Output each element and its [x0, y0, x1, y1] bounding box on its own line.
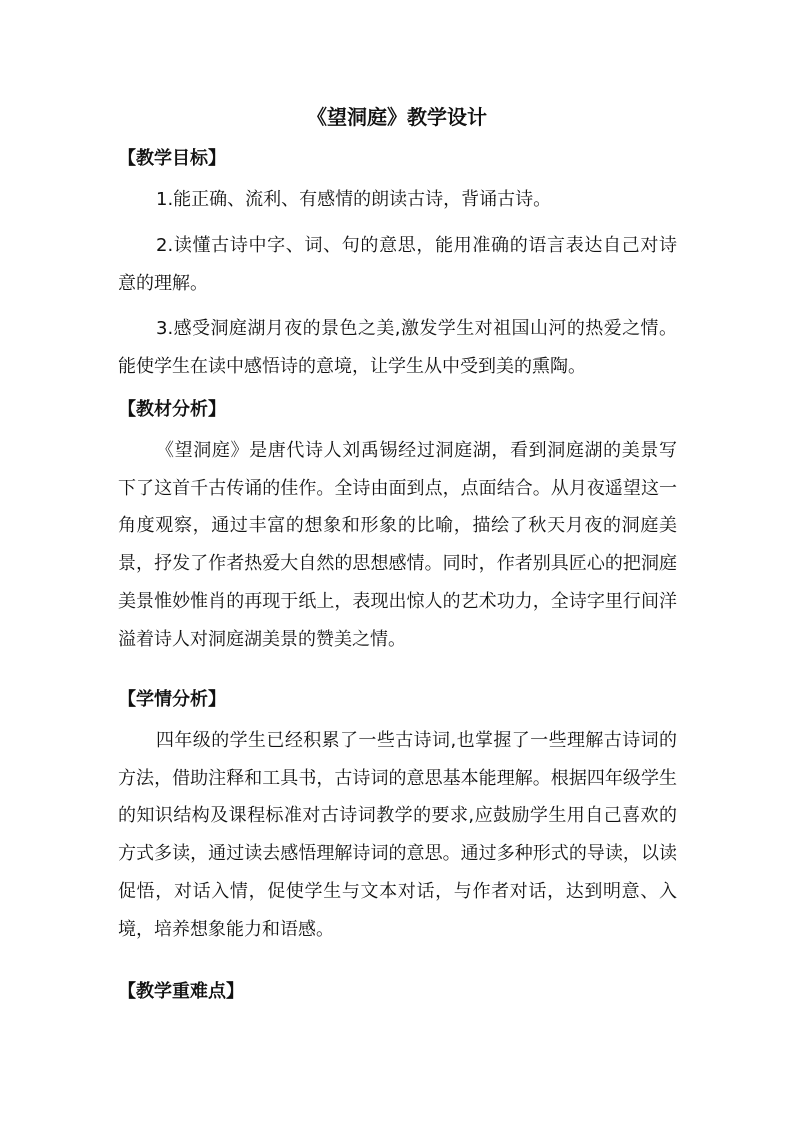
section-heading-material-analysis: 【教材分析】	[118, 399, 226, 420]
goal-paragraph-2: 2.读懂古诗中字、词、句的意思，能用准确的语言表达自己对诗意的理解。	[118, 235, 677, 294]
section-heading-student-analysis: 【学情分析】	[118, 689, 226, 710]
material-analysis-paragraph: 《望洞庭》是唐代诗人刘禹锡经过洞庭湖，看到洞庭湖的美景写下了这首千古传诵的佳作。全诗由面到点，点面结合。从月夜遥望这一角度观察，通过丰富的想象和形象的比喻，描绘了秋天月夜的洞庭美景，抒发了作者热爱大自然的思想感情。同时，作者别具匠心的把洞庭美景惟妙惟肖的再现于纸上，表现出惊人的艺术功力，全诗字里行间洋溢着诗人对洞庭湖美景的赞美之情。	[118, 440, 677, 650]
student-analysis-paragraph: 四年级的学生已经积累了一些古诗词,也掌握了一些理解古诗词的方法，借助注释和工具书，古诗词的意思基本能理解。根据四年级学生的知识结构及课程标准对古诗词教学的要求,应鼓励学生用自己喜欢的方式多读，通过读去感悟理解诗词的意思。通过多种形式的导读，以读促悟，对话入情，促使学生与文本对话，与作者对话，达到明意、入境，培养想象能力和语感。	[118, 730, 677, 940]
document-title: 《望洞庭》教学设计	[307, 105, 487, 129]
goal-paragraph-3: 3.感受洞庭湖月夜的景色之美,激发学生对祖国山河的热爱之情。能使学生在读中感悟诗的意境，让学生从中受到美的熏陶。	[118, 318, 677, 377]
goal-paragraph-1: 1.能正确、流利、有感情的朗读古诗，背诵古诗。	[156, 189, 552, 210]
section-heading-teaching-goals: 【教学目标】	[118, 148, 226, 169]
section-heading-key-difficulties: 【教学重难点】	[118, 981, 244, 1002]
